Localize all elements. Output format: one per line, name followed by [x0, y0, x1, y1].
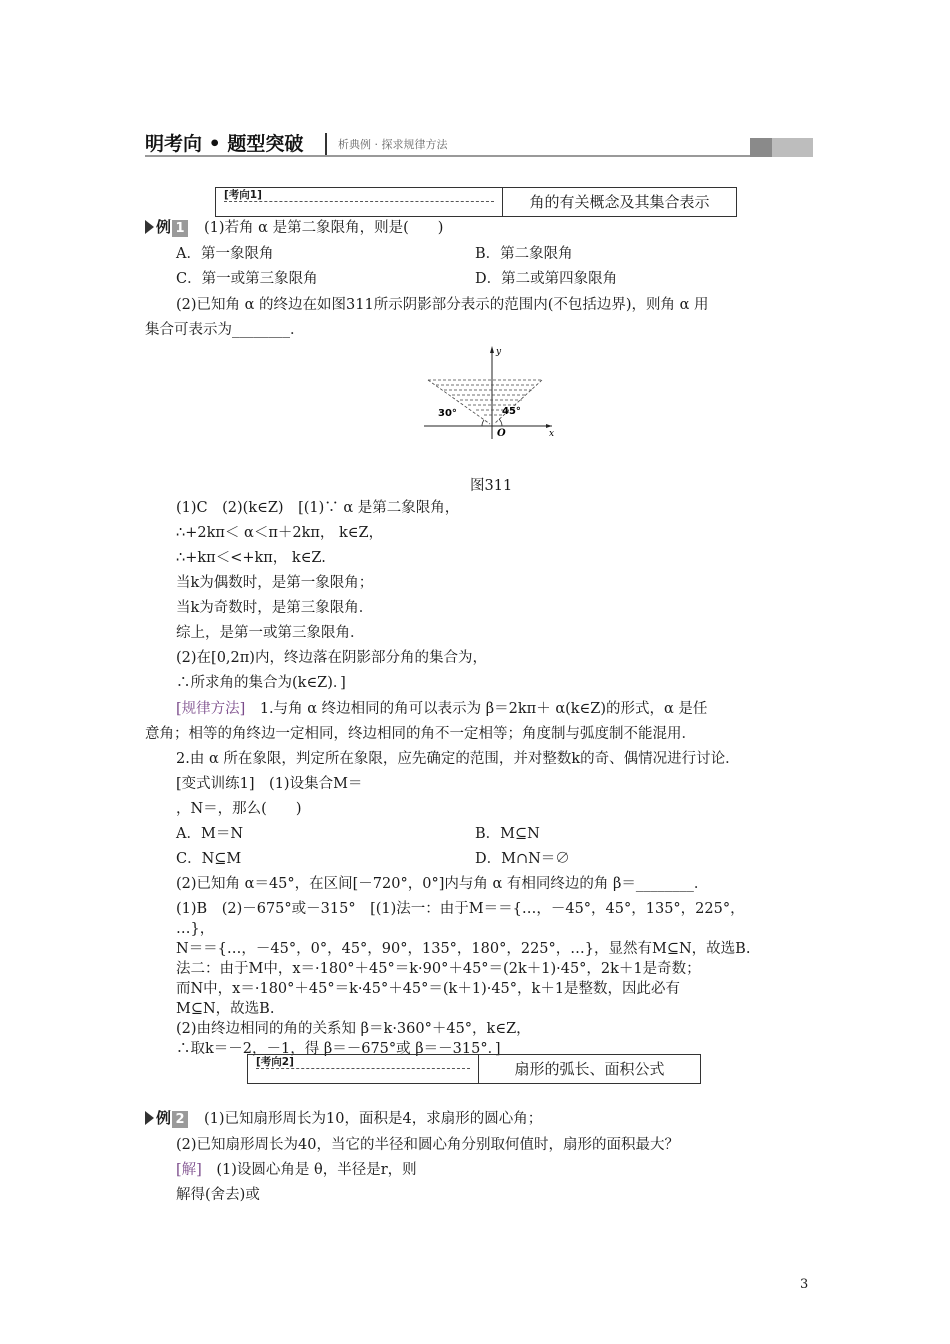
topic-title: 扇形的弧长、面积公式	[514, 1060, 665, 1078]
solution-line: ∴所求角的集合为(k∈Z)．]	[176, 675, 346, 691]
solution-line: (2)在[0,2π)内，终边落在阴影部分角的集合为，	[176, 650, 487, 666]
variant-question-1: [变式训练1] (1)设集合M＝	[176, 776, 363, 792]
header-rule	[145, 155, 750, 157]
solution-line: 当k为偶数时，是第一象限角；	[176, 575, 374, 591]
variant-label: [变式训练1]	[176, 776, 255, 792]
variant-option-b: B．M⊆N	[475, 826, 540, 842]
figure-caption: 图311	[470, 478, 513, 494]
option-d: D．第二或第四象限角	[475, 271, 618, 287]
variant-option-d: D．M∩N＝∅	[475, 851, 570, 867]
header-block-light	[772, 138, 813, 157]
topic-dash	[224, 201, 494, 202]
example-2-solution-2: 解得(舍去)或	[176, 1187, 260, 1203]
method-line-1: [规律方法] 1.与角 α 终边相同的角可以表示为 β＝2kπ＋ α(k∈Z)的形式，α 是任	[176, 701, 708, 717]
header-block-dark	[750, 138, 772, 157]
option-b: B．第二象限角	[475, 246, 573, 262]
example-1-question-1: 例 1 (1)若角 α 是第二象限角，则是( )	[145, 218, 443, 237]
variant-answer-line: …}，	[176, 921, 215, 937]
option-c: C．第一或第三象限角	[176, 271, 318, 287]
section-subtitle: 析典例 · 探求规律方法	[338, 138, 448, 151]
topic-title: 角的有关概念及其集合表示	[529, 193, 710, 211]
angle-left-label: 30°	[438, 408, 457, 419]
variant-question-2: (2)已知角 α＝45°，在区间[－720°，0°]内与角 α 有相同终边的角 β＝________．	[176, 876, 709, 892]
origin-label: O	[497, 428, 506, 439]
topic-tag: [考向2]	[256, 1056, 294, 1068]
solution-line: (1)C (2)(k∈Z) [(1)∵ α 是第二象限角，	[176, 500, 460, 516]
example-marker-icon	[145, 220, 154, 234]
topic-box-1	[215, 187, 737, 217]
y-axis-label: y	[496, 347, 502, 357]
topic-tag: [考向1]	[224, 189, 262, 201]
example-2-solution-1: [解] (1)设圆心角是 θ，半径是r，则	[176, 1162, 417, 1178]
example-label: 例 2	[156, 1109, 188, 1128]
solution-line: ∴+2kπ＜ α＜π＋2kπ， k∈Z，	[176, 525, 384, 541]
angle-right-label: 45°	[502, 406, 521, 417]
variant-answer-line: 法二：由于M中，x＝·180°＋45°＝k·90°＋45°＝(2k＋1)·45°，2k＋1是奇数；	[176, 961, 701, 977]
example-2-question-2: (2)已知扇形周长为40，当它的半径和圆心角分别取何值时，扇形的面积最大？	[176, 1137, 679, 1153]
method-line-3: 2.由 α 所在象限，判定所在象限，应先确定的范围，并对整数k的奇、偶情况进行讨论．	[176, 751, 740, 767]
section-title: 明考向 • 题型突破	[145, 133, 304, 155]
topic-box-2	[247, 1054, 701, 1084]
solution-line: ∴+kπ＜<+kπ， k∈Z.	[176, 550, 326, 566]
solution-line: 综上，是第一或第三象限角．	[176, 625, 365, 641]
example-label: 例 1	[156, 218, 188, 237]
example-1-question-2-cont: 集合可表示为________．	[145, 322, 305, 338]
variant-answer-line: (1)B (2)－675°或－315° [(1)法一：由于M＝＝{…，－45°，45°，135°，225°，	[176, 901, 745, 917]
variant-question-1-cont: ，N＝，那么( )	[176, 801, 302, 817]
variant-option-c: C．N⊆M	[176, 851, 242, 867]
header-divider	[325, 133, 327, 155]
solution-line: 当k为奇数时，是第三象限角．	[176, 600, 374, 616]
variant-answer-line: N＝＝{…，－45°，0°，45°，90°，135°，180°，225°，…}，显然有M⊆N，故选B.	[176, 941, 751, 957]
solution-label: [解]	[176, 1162, 202, 1178]
example-2-question-1: 例 2 (1)已知扇形周长为10，面积是4，求扇形的圆心角；	[145, 1109, 542, 1128]
angle-figure	[424, 344, 559, 439]
page-number: 3	[800, 1277, 809, 1292]
topic-dash	[256, 1068, 470, 1069]
variant-answer-line: 而N中，x＝·180°＋45°＝k·45°＋45°＝(k＋1)·45°，k＋1是整数，因此必有	[176, 981, 681, 997]
example-1-question-2: (2)已知角 α 的终边在如图311所示阴影部分表示的范围内(不包括边界)，则角 α 用	[176, 297, 709, 313]
variant-answer-line: ∴取k＝－2，－1，得 β＝－675°或 β＝－315°．]	[176, 1041, 501, 1057]
topic-tag-cell	[248, 1055, 479, 1083]
section-header	[145, 133, 813, 159]
variant-answer-line: M⊆N，故选B.	[176, 1001, 275, 1017]
option-a: A．第一象限角	[176, 246, 274, 262]
variant-answer-line: (2)由终边相同的角的关系知 β＝k·360°＋45°，k∈Z，	[176, 1021, 531, 1037]
x-axis-label: x	[549, 429, 555, 439]
example-marker-icon	[145, 1111, 154, 1125]
topic-tag-cell	[216, 188, 503, 216]
method-label: [规律方法]	[176, 701, 246, 717]
variant-option-a: A．M＝N	[176, 826, 244, 842]
method-line-2: 意角；相等的角终边一定相同，终边相同的角不一定相等；角度制与弧度制不能混用．	[145, 726, 696, 742]
